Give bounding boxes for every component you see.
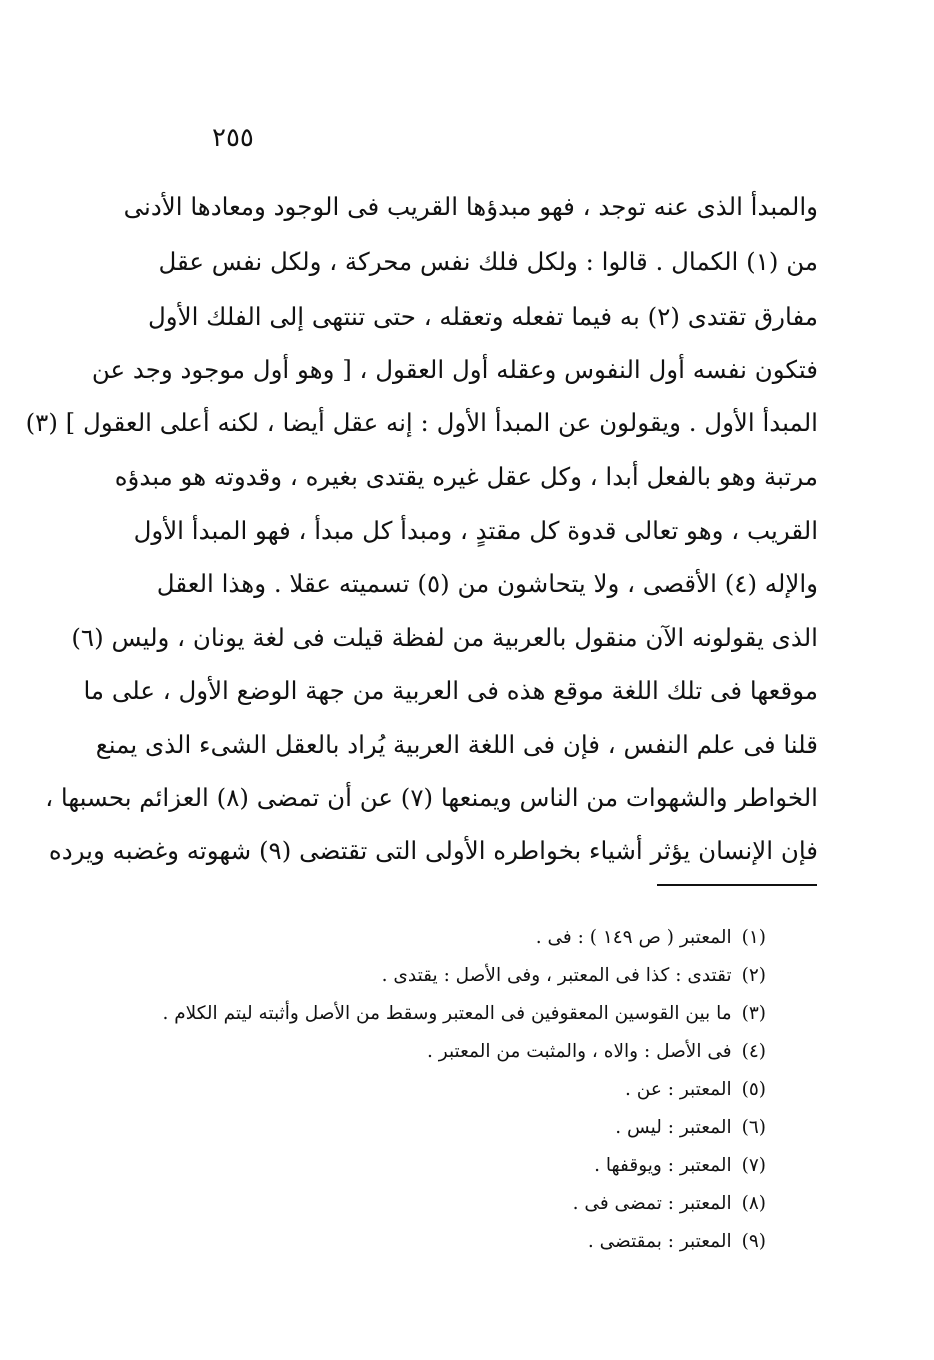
body-line: مرتبة وهو بالفعل أبدا ، وكل عقل غيره يقتدى بغيره ، وقدوته هو مبدؤه [114, 462, 818, 491]
footnote-number: (٧) [741, 1155, 766, 1176]
footnote [170, 1223, 766, 1261]
body-line: الذى يقولونه الآن منقول بالعربية من لفظة قيلت فى لغة يونان ، وليس (٦) [71, 623, 818, 652]
footnote [170, 919, 766, 957]
body-line: القريب ، وهو تعالى قدوة كل مقتدٍ ، ومبدأ كل مبدأ ، فهو المبدأ الأول [133, 516, 818, 545]
footnote-text: ما بين القوسين المعقوفين فى المعتبر وسقط من الأصل وأثبته ليتم الكلام . [162, 1003, 732, 1024]
footnote [170, 1109, 766, 1147]
body-line: الخواطر والشهوات من الناس ويمنعها (٧) عن أن تمضى (٨) العزائم بحسبها ، [45, 783, 818, 812]
body-line: المبدأ الأول . ويقولون عن المبدأ الأول : إنه عقل أيضا ، لكنه أعلى العقول ] (٣) [25, 408, 818, 437]
body-line: من (١) الكمال . قالوا : ولكل فلك نفس محركة ، ولكل نفس عقل [158, 247, 818, 276]
footnote-number: (٩) [741, 1231, 766, 1252]
footnote-text: المعتبر : ليس . [615, 1117, 732, 1138]
footnote [162, 995, 766, 1033]
footnote-text: المعتبر : بمقتضى . [587, 1231, 732, 1252]
footnote-number: (٨) [741, 1193, 766, 1214]
body-line: قلنا فى علم النفس ، فإن فى اللغة العربية يُراد بالعقل الشىء الذى يمنع [95, 730, 818, 759]
body-line: موقعها فى تلك اللغة موقع هذه فى العربية من جهة الوضع الأول ، على ما [83, 676, 818, 705]
footnote-number: (٣) [741, 1003, 766, 1024]
footnote-text: المعتبر : ويوقفها . [594, 1155, 732, 1176]
footnote [170, 957, 766, 995]
footnote-number: (١) [741, 927, 766, 948]
footnote-number: (٥) [741, 1079, 766, 1100]
footnote [170, 1071, 766, 1109]
footnote-separator [657, 884, 817, 886]
footnote [170, 1185, 766, 1223]
footnote [170, 1147, 766, 1185]
footnote-text: تقتدى : كذا فى المعتبر ، وفى الأصل : يقتدى . [381, 965, 732, 986]
footnote-number: (٢) [741, 965, 766, 986]
body-line: مفارق تقتدى (٢) به فيما تفعله وتعقله ، حتى تنتهى إلى الفلك الأول [147, 302, 818, 331]
body-line: والمبدأ الذى عنه توجد ، فهو مبدؤها القريب فى الوجود ومعادها الأدنى [123, 192, 818, 221]
body-line: فإن الإنسان يؤثر أشياء بخواطره الأولى التى تقتضى (٩) شهوته وغضبه ويرده [48, 836, 818, 865]
footnote-text: المعتبر ( ص ١٤٩ ) : فى . [535, 927, 732, 948]
footnote-number: (٦) [741, 1117, 766, 1138]
body-line: فتكون نفسه أول النفوس وعقله أول العقول ، [ وهو أول موجود وجد عن [91, 355, 818, 384]
footnote-text: المعتبر : تمضى فى . [572, 1193, 732, 1214]
footnote-text: فى الأصل : والاه ، والمثبت من المعتبر . [427, 1041, 732, 1062]
footnote-text: المعتبر : عن . [624, 1079, 732, 1100]
footnote [170, 1033, 766, 1071]
body-line: والإله (٤) الأقصى ، ولا يتحاشون من (٥) تسميته عقلا . وهذا العقل [156, 569, 818, 598]
footnote-number: (٤) [741, 1041, 766, 1062]
page-number: ٢٥٥ [212, 123, 254, 153]
